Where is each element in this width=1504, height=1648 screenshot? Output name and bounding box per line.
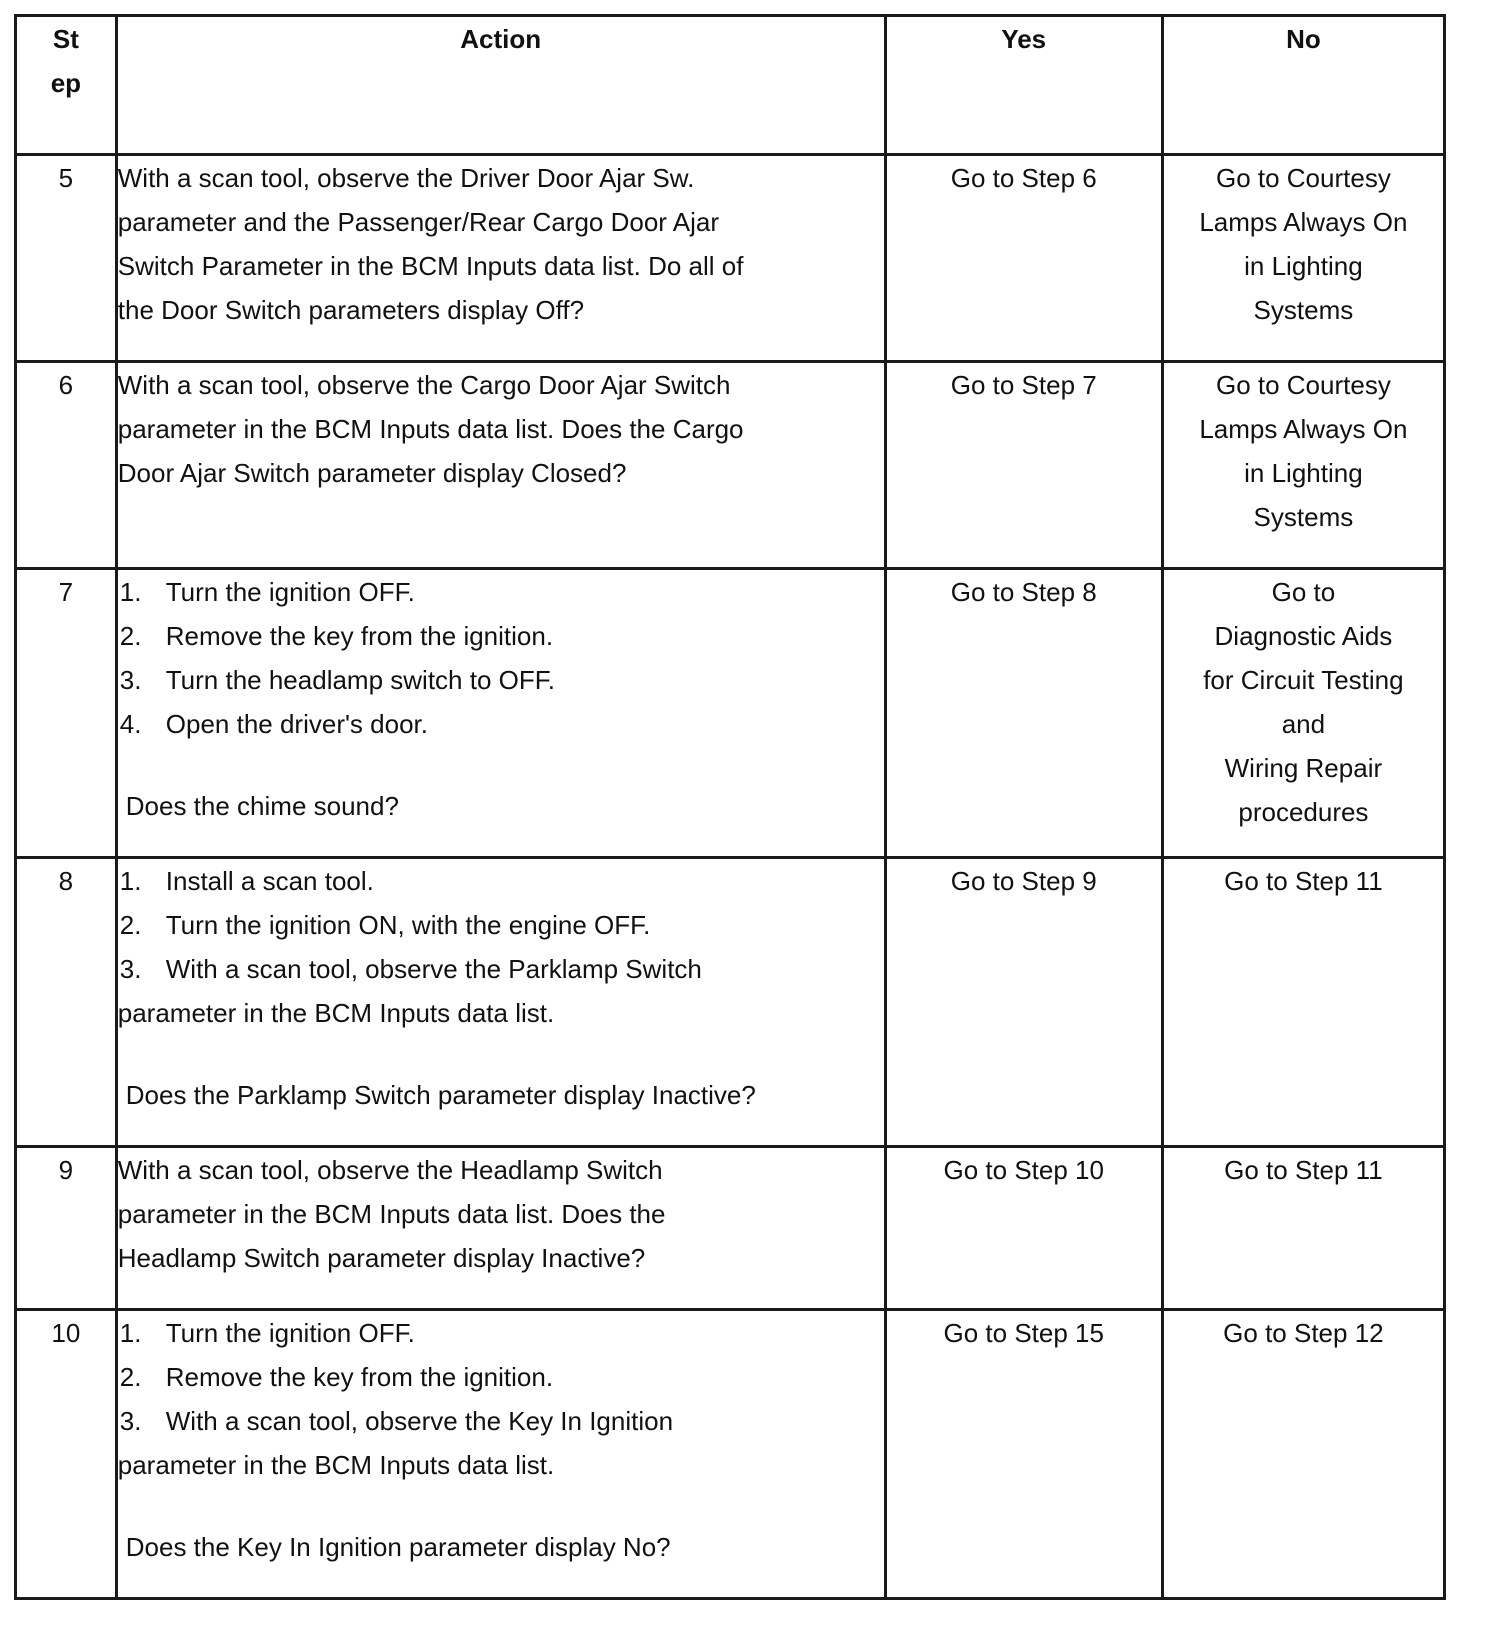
step-number: 5 [16,155,117,362]
list-item-number: 3. [119,954,142,984]
list-item [118,859,884,903]
action-line: Headlamp Switch parameter display Inactive? [117,1243,646,1273]
table-header-row [16,16,1445,155]
list-item-number: 2. [119,910,142,940]
list-item [118,947,884,991]
no-result-line: Go to Courtesy [1215,163,1391,193]
yes-result: Go to Step 9 [950,866,1097,896]
no-result-line: for Circuit Testing [1203,665,1404,695]
action-line: parameter in the BCM Inputs data list. Does the [117,1199,666,1229]
yes-result: Go to Step 8 [950,577,1097,607]
action-continuation: parameter in the BCM Inputs data list. [117,1450,555,1480]
list-item-number: 2. [119,1362,142,1392]
table-row [16,1147,1445,1310]
list-item-text: Remove the key from the ignition. [165,1362,554,1392]
step-number: 9 [16,1147,117,1310]
table-row [16,569,1445,858]
step-number: 7 [16,569,117,858]
action-cell [116,1310,885,1599]
action-line: Switch Parameter in the BCM Inputs data list. Do all of [117,251,744,281]
action-cell [116,1147,885,1310]
table-row [16,155,1445,362]
action-question: Does the Parklamp Switch parameter display Inactive? [125,1080,756,1110]
list-item-number: 1. [119,577,142,607]
yes-cell [885,362,1162,569]
no-result-line: Lamps Always On [1199,414,1408,444]
action-line: parameter and the Passenger/Rear Cargo Door Ajar [117,207,719,237]
list-item-number: 1. [119,866,142,896]
no-result-line: Diagnostic Aids [1214,621,1393,651]
no-result-line: Systems [1253,502,1354,532]
list-item-text: Open the driver's door. [165,709,428,739]
no-cell [1162,858,1444,1147]
yes-cell [885,1147,1162,1310]
yes-cell [885,858,1162,1147]
yes-result: Go to Step 15 [943,1318,1104,1348]
action-line: With a scan tool, observe the Headlamp Switch [117,1155,663,1185]
no-result-line: and [1281,709,1326,739]
yes-cell [885,155,1162,362]
list-item [118,903,884,947]
action-cell [116,362,885,569]
no-result: Go to Step 12 [1223,1318,1384,1348]
action-line: With a scan tool, observe the Cargo Door Ajar Switch [117,370,731,400]
list-item [118,614,884,658]
action-line: With a scan tool, observe the Driver Door Ajar Sw. [117,163,695,193]
step-number: 10 [16,1310,117,1599]
action-cell [116,858,885,1147]
header-step [16,16,117,155]
no-result-line: in Lighting [1244,251,1363,281]
no-cell [1162,569,1444,858]
table-row [16,858,1445,1147]
action-cell [116,569,885,858]
table-row [16,1310,1445,1599]
action-continuation: parameter in the BCM Inputs data list. [117,998,555,1028]
diagnostic-table [14,14,1446,1600]
list-item-text: Remove the key from the ignition. [165,621,554,651]
no-result-line: Go to [1271,577,1336,607]
action-line: Door Ajar Switch parameter display Closed? [117,458,627,488]
list-item-number: 1. [119,1318,142,1348]
no-result-line: procedures [1238,797,1369,827]
no-result-line: Lamps Always On [1199,207,1408,237]
no-cell [1162,1147,1444,1310]
no-cell [1162,155,1444,362]
action-cell [116,155,885,362]
action-line: the Door Switch parameters display Off? [117,295,585,325]
list-item-number: 2. [119,621,142,651]
table-row [16,362,1445,569]
list-item [118,1355,884,1399]
yes-result: Go to Step 10 [943,1155,1104,1185]
list-item [118,570,884,614]
list-item-number: 3. [119,1406,142,1436]
list-item-text: Turn the ignition OFF. [165,1318,415,1348]
no-cell [1162,1310,1444,1599]
yes-cell [885,569,1162,858]
list-item [118,702,884,746]
list-item-text: Turn the headlamp switch to OFF. [165,665,555,695]
yes-result: Go to Step 6 [950,163,1097,193]
header-step-line-2: ep [50,68,82,98]
no-result-line: in Lighting [1244,458,1363,488]
list-item-text: With a scan tool, observe the Key In Ignition [165,1406,674,1436]
list-item-number: 3. [119,665,142,695]
no-result-line: Systems [1253,295,1354,325]
no-result-line: Go to Courtesy [1215,370,1391,400]
header-action: Action [116,16,885,155]
list-item-number: 4. [119,709,142,739]
list-item-text: Turn the ignition OFF. [165,577,415,607]
header-yes: Yes [885,16,1162,155]
no-result: Go to Step 11 [1224,1155,1383,1185]
header-no: No [1162,16,1444,155]
list-item-text: With a scan tool, observe the Parklamp Switch [165,954,702,984]
no-result-line: Wiring Repair [1224,753,1383,783]
action-question: Does the chime sound? [125,791,399,821]
action-line: parameter in the BCM Inputs data list. Does the Cargo [117,414,744,444]
list-item-text: Install a scan tool. [165,866,374,896]
list-item [118,1311,884,1355]
no-result: Go to Step 11 [1224,866,1383,896]
list-item [118,658,884,702]
action-question: Does the Key In Ignition parameter display No? [125,1532,671,1562]
no-cell [1162,362,1444,569]
step-number: 8 [16,858,117,1147]
header-step-line-1: St [52,24,79,54]
list-item [118,1399,884,1443]
yes-result: Go to Step 7 [950,370,1097,400]
step-number: 6 [16,362,117,569]
list-item-text: Turn the ignition ON, with the engine OFF. [165,910,651,940]
yes-cell [885,1310,1162,1599]
